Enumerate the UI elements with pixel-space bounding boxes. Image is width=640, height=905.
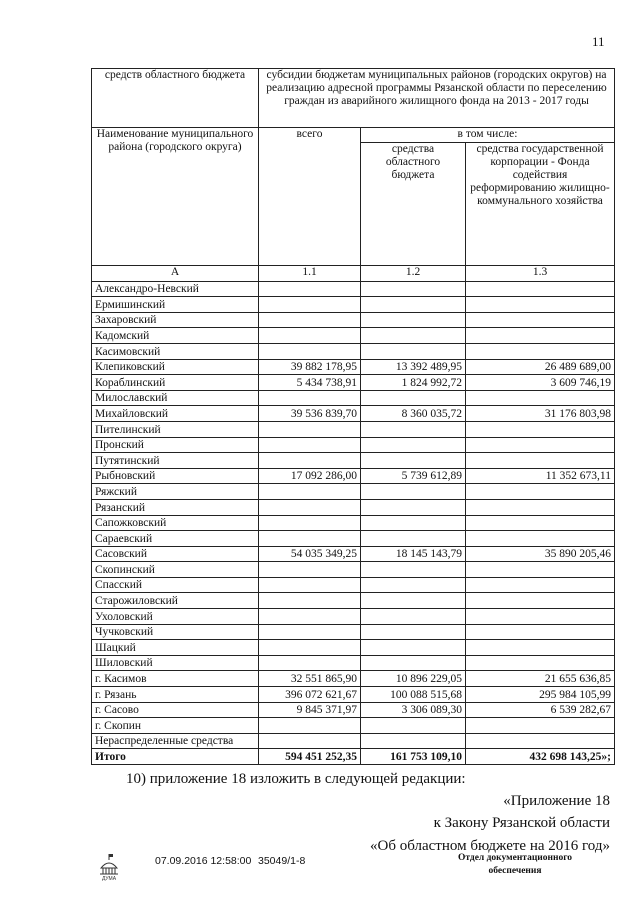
total-amount: 54 035 349,25 <box>259 546 361 562</box>
regional-amount <box>361 531 466 547</box>
district-name: Шацкий <box>92 640 259 656</box>
regional-amount <box>361 562 466 578</box>
regional-amount <box>361 593 466 609</box>
total-amount <box>259 562 361 578</box>
regional-amount <box>361 297 466 313</box>
total-amount: 396 072 621,67 <box>259 687 361 703</box>
header-total-column: всего <box>259 128 361 266</box>
footer-datetime: 07.09.2016 12:58:00 <box>155 855 252 867</box>
total-amount: 39 536 839,70 <box>259 406 361 422</box>
regional-amount <box>361 655 466 671</box>
district-name: Ермишинский <box>92 297 259 313</box>
total-amount <box>259 515 361 531</box>
district-name: Путятинский <box>92 453 259 469</box>
district-name: Сапожковский <box>92 515 259 531</box>
district-name: Итого <box>92 749 259 765</box>
table-row <box>92 484 615 500</box>
fund-amount: 295 984 105,99 <box>466 687 615 703</box>
table-row <box>92 421 615 437</box>
amendment-paragraph: 10) приложение 18 изложить в следующей редакции: <box>126 771 466 787</box>
regional-amount: 100 088 515,68 <box>361 687 466 703</box>
regional-amount <box>361 484 466 500</box>
table-row <box>92 390 615 406</box>
table-row <box>92 531 615 547</box>
district-name: Пронский <box>92 437 259 453</box>
code-a: А <box>92 266 259 282</box>
total-amount <box>259 655 361 671</box>
district-name: Ряжский <box>92 484 259 500</box>
code-1-3: 1.3 <box>466 266 615 282</box>
regional-amount <box>361 640 466 656</box>
total-amount: 32 551 865,90 <box>259 671 361 687</box>
table-row <box>92 733 615 749</box>
regional-amount: 8 360 035,72 <box>361 406 466 422</box>
district-name: Ухоловский <box>92 609 259 625</box>
table-row <box>92 281 615 297</box>
duma-logo-icon <box>98 853 120 881</box>
table-row <box>92 687 615 703</box>
fund-amount <box>466 297 615 313</box>
district-name: Шиловский <box>92 655 259 671</box>
fund-amount: 21 655 636,85 <box>466 671 615 687</box>
fund-amount: 432 698 143,25»; <box>466 749 615 765</box>
regional-amount <box>361 390 466 406</box>
fund-amount <box>466 437 615 453</box>
total-amount <box>259 640 361 656</box>
table-row <box>92 562 615 578</box>
fund-amount <box>466 328 615 344</box>
regional-amount <box>361 499 466 515</box>
svg-text:ДУМА: ДУМА <box>101 876 117 881</box>
district-name: Нераспределенные средства <box>92 733 259 749</box>
table-row <box>92 499 615 515</box>
page-number: 11 <box>592 34 605 49</box>
total-row <box>92 749 615 765</box>
district-name: г. Рязань <box>92 687 259 703</box>
total-amount <box>259 297 361 313</box>
header-fund-column: средства государственной корпорации - Фонда содействия реформированию жилищно-коммунального хозяйства <box>466 143 615 266</box>
appendix-line-2: к Закону Рязанской области <box>433 815 610 831</box>
fund-amount: 31 176 803,98 <box>466 406 615 422</box>
regional-amount <box>361 453 466 469</box>
header-regional-column: средства областного бюджета <box>361 143 466 266</box>
fund-amount <box>466 640 615 656</box>
regional-amount: 1 824 992,72 <box>361 375 466 391</box>
table-row <box>92 406 615 422</box>
total-amount <box>259 437 361 453</box>
total-amount: 5 434 738,91 <box>259 375 361 391</box>
appendix-line-1: «Приложение 18 <box>503 793 610 809</box>
fund-amount <box>466 484 615 500</box>
total-amount <box>259 609 361 625</box>
fund-amount <box>466 515 615 531</box>
fund-amount: 11 352 673,11 <box>466 468 615 484</box>
table-row <box>92 718 615 734</box>
table-row <box>92 655 615 671</box>
table-row <box>92 468 615 484</box>
regional-amount <box>361 437 466 453</box>
regional-amount: 10 896 229,05 <box>361 671 466 687</box>
district-name: Александро-Невский <box>92 281 259 297</box>
fund-amount: 6 539 282,67 <box>466 702 615 718</box>
total-amount <box>259 499 361 515</box>
regional-amount: 13 392 489,95 <box>361 359 466 375</box>
total-amount <box>259 733 361 749</box>
fund-amount <box>466 343 615 359</box>
district-name: Спасский <box>92 577 259 593</box>
district-name: Чучковский <box>92 624 259 640</box>
total-amount <box>259 453 361 469</box>
table-row <box>92 515 615 531</box>
fund-amount: 35 890 205,46 <box>466 546 615 562</box>
total-amount <box>259 421 361 437</box>
district-name: Милославский <box>92 390 259 406</box>
district-name: Кораблинский <box>92 375 259 391</box>
total-amount: 39 882 178,95 <box>259 359 361 375</box>
table-row <box>92 702 615 718</box>
fund-amount <box>466 593 615 609</box>
regional-amount: 161 753 109,10 <box>361 749 466 765</box>
regional-amount <box>361 577 466 593</box>
total-amount <box>259 577 361 593</box>
district-name: Михайловский <box>92 406 259 422</box>
regional-amount <box>361 328 466 344</box>
code-1-1: 1.1 <box>259 266 361 282</box>
total-amount <box>259 593 361 609</box>
regional-amount <box>361 624 466 640</box>
district-name: г. Касимов <box>92 671 259 687</box>
district-name: Захаровский <box>92 312 259 328</box>
subsidy-table <box>91 68 615 765</box>
regional-amount <box>361 312 466 328</box>
total-amount: 17 092 286,00 <box>259 468 361 484</box>
fund-amount: 3 609 746,19 <box>466 375 615 391</box>
table-row <box>92 343 615 359</box>
table-row <box>92 375 615 391</box>
regional-amount <box>361 343 466 359</box>
district-name: Сасовский <box>92 546 259 562</box>
fund-amount <box>466 499 615 515</box>
fund-amount <box>466 421 615 437</box>
district-name: Старожиловский <box>92 593 259 609</box>
total-amount <box>259 484 361 500</box>
table-row <box>92 640 615 656</box>
footer-department: Отдел документационного обеспечения <box>457 853 573 876</box>
total-amount <box>259 343 361 359</box>
district-name: Скопинский <box>92 562 259 578</box>
table-row <box>92 546 615 562</box>
district-name: Клепиковский <box>92 359 259 375</box>
fund-amount: 26 489 689,00 <box>466 359 615 375</box>
table-row <box>92 609 615 625</box>
regional-amount <box>361 421 466 437</box>
table-row <box>92 437 615 453</box>
table-row <box>92 312 615 328</box>
total-amount <box>259 281 361 297</box>
footer-doc-number: 35049/1-8 <box>258 855 306 867</box>
regional-amount: 5 739 612,89 <box>361 468 466 484</box>
fund-amount <box>466 609 615 625</box>
fund-amount <box>466 577 615 593</box>
table-row <box>92 624 615 640</box>
header-including: в том числе: <box>361 128 615 143</box>
district-name: Рыбновский <box>92 468 259 484</box>
fund-amount <box>466 312 615 328</box>
table-row <box>92 297 615 313</box>
table-row <box>92 671 615 687</box>
fund-amount <box>466 281 615 297</box>
district-name: Сараевский <box>92 531 259 547</box>
total-amount <box>259 624 361 640</box>
fund-amount <box>466 562 615 578</box>
district-name: г. Сасово <box>92 702 259 718</box>
total-amount <box>259 328 361 344</box>
table-row <box>92 328 615 344</box>
total-amount <box>259 390 361 406</box>
regional-amount <box>361 281 466 297</box>
total-amount <box>259 718 361 734</box>
total-amount <box>259 531 361 547</box>
fund-amount <box>466 718 615 734</box>
total-amount: 594 451 252,35 <box>259 749 361 765</box>
fund-amount <box>466 624 615 640</box>
regional-amount <box>361 718 466 734</box>
regional-amount <box>361 733 466 749</box>
fund-amount <box>466 390 615 406</box>
regional-amount <box>361 609 466 625</box>
fund-amount <box>466 453 615 469</box>
table-row <box>92 577 615 593</box>
district-name: Рязанский <box>92 499 259 515</box>
fund-amount <box>466 531 615 547</box>
header-name-column: Наименование муниципального района (городского округа) <box>92 128 259 266</box>
district-name: г. Скопин <box>92 718 259 734</box>
table-row <box>92 593 615 609</box>
appendix-line-3: «Об областном бюджете на 2016 год» <box>370 838 610 854</box>
header-regional-budget-funds: средств областного бюджета <box>92 69 259 128</box>
district-name: Пителинский <box>92 421 259 437</box>
fund-amount <box>466 655 615 671</box>
table-row <box>92 453 615 469</box>
table-row <box>92 359 615 375</box>
regional-amount: 3 306 089,30 <box>361 702 466 718</box>
total-amount: 9 845 371,97 <box>259 702 361 718</box>
regional-amount: 18 145 143,79 <box>361 546 466 562</box>
code-1-2: 1.2 <box>361 266 466 282</box>
regional-amount <box>361 515 466 531</box>
district-name: Кадомский <box>92 328 259 344</box>
total-amount <box>259 312 361 328</box>
district-name: Касимовский <box>92 343 259 359</box>
header-subsidy-title: субсидии бюджетам муниципальных районов (городских округов) на реализацию адресной программы Рязанской области по переселению граждан из аварийного жилищного фонда на 2013 - 2017 годы <box>259 69 615 128</box>
fund-amount <box>466 733 615 749</box>
